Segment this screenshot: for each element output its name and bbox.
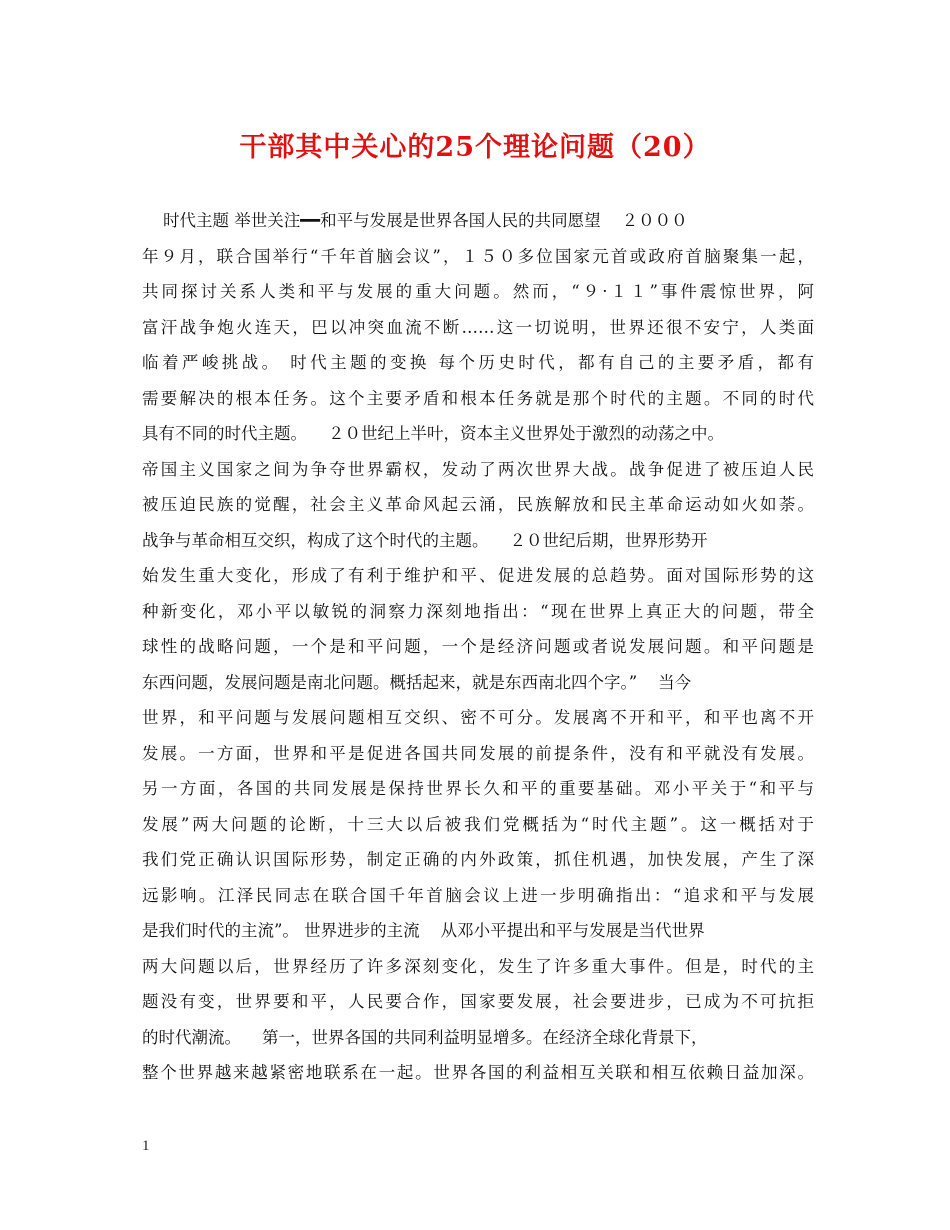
body-line: 另一方面，各国的共同发展是保持世界长久和平的重要基础。邓小平关于“和平与: [142, 779, 814, 798]
body-line: 的时代潮流。 第一，世界各国的共同利益明显增多。在经济全球化背景下，: [142, 1027, 708, 1047]
body-line: 富汗战争炮火连天，巴以冲突血流不断……这一切说明，世界还很不安宁，人类面: [142, 317, 814, 337]
body-line: 远影响。江泽民同志在联合国千年首脑会议上进一步明确指出：“追求和平与发展: [142, 885, 814, 905]
body-line: 发展。一方面，世界和平是促进各国共同发展的前提条件，没有和平就没有发展。: [142, 743, 814, 763]
body-line: 时代主题 举世关注━━和平与发展是世界各国人民的共同愿望 ２０００: [142, 211, 688, 230]
body-line: 被压迫民族的觉醒，社会主义革命风起云涌，民族解放和民主革命运动如火如荼。: [142, 495, 814, 514]
body-line: 具有不同的时代主题。 ２０世纪上半叶，资本主义世界处于激烈的动荡之中。: [142, 424, 724, 443]
body-line: 整个世界越来越紧密地联系在一起。世界各国的利益相互关联和相互依赖日益加深。: [142, 1063, 814, 1082]
body-line: 临着严峻挑战。 时代主题的变换 每个历史时代，都有自己的主要矛盾，都有: [142, 353, 814, 372]
body-line: 发展”两大问题的论断，十三大以后被我们党概括为“时代主题”。这一概括对于: [142, 814, 814, 834]
body-line: 共同探讨关系人类和平与发展的重大问题。然而，“９·１１”事件震惊世界，阿: [142, 282, 814, 301]
body-line: 世界，和平问题与发展问题相互交织、密不可分。发展离不开和平，和平也离不开: [142, 708, 814, 727]
body-line: 是我们时代的主流”。 世界进步的主流 从邓小平提出和平与发展是当代世界: [142, 921, 705, 940]
body-line: 帝国主义国家之间为争夺世界霸权，发动了两次世界大战。战争促进了被压迫人民: [142, 459, 814, 479]
body-line: 年９月，联合国举行“千年首脑会议”，１５０多位国家元首或政府首脑聚集一起，: [142, 246, 814, 266]
body-line: 需要解决的根本任务。这个主要矛盾和根本任务就是那个时代的主题。不同的时代: [142, 388, 814, 408]
body-line: 题没有变，世界要和平，人民要合作，国家要发展，社会要进步，已成为不可抗拒: [142, 992, 814, 1011]
body-line: 种新变化，邓小平以敏锐的洞察力深刻地指出：“现在世界上真正大的问题，带全: [142, 601, 814, 621]
document-body: [142, 203, 814, 1091]
document-title: 干部其中关心的25个理论问题（20）: [239, 132, 711, 163]
body-line: 两大问题以后，世界经历了许多深刻变化，发生了许多重大事件。但是，时代的主: [142, 956, 814, 976]
body-line: 我们党正确认识国际形势，制定正确的内外政策，抓住机遇，加快发展，产生了深: [142, 850, 814, 869]
body-line: 球性的战略问题，一个是和平问题，一个是经济问题或者说发展问题。和平问题是: [142, 637, 814, 656]
body-line: 战争与革命相互交织，构成了这个时代的主题。 ２０世纪后期，世界形势开: [142, 530, 708, 550]
body-line: 始发生重大变化，形成了有利于维护和平、促进发展的总趋势。面对国际形势的这: [142, 566, 814, 585]
body-line: 东西问题，发展问题是南北问题。概括起来，就是东西南北四个字。” 当今: [142, 672, 692, 692]
page-number: 1: [142, 1138, 150, 1154]
